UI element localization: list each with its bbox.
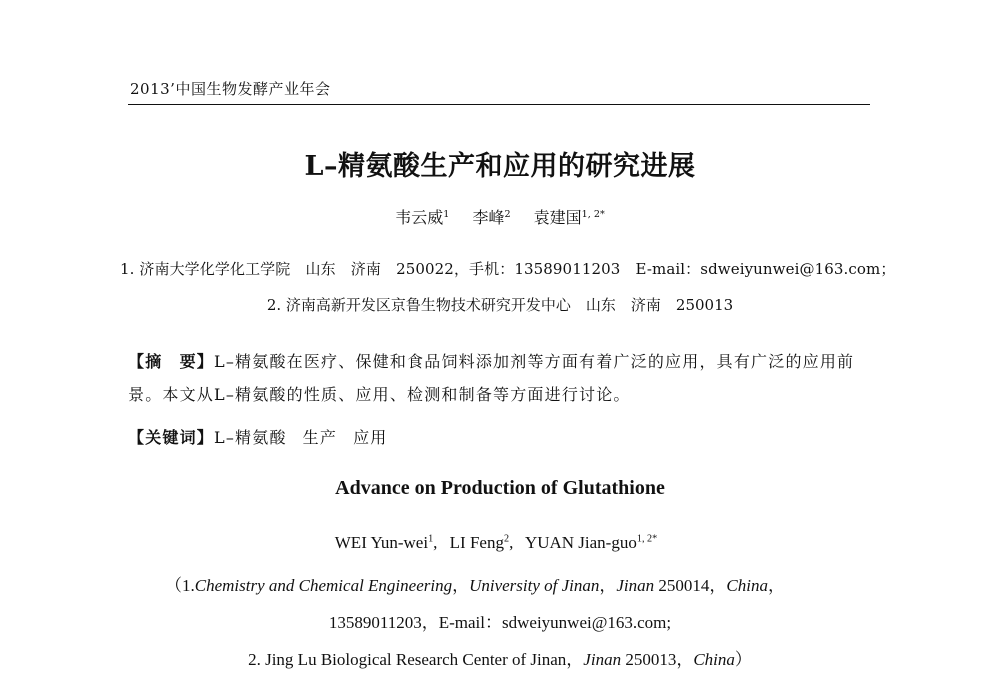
author-en-3: [525, 533, 657, 552]
affiliation-en-2: 2. Jing Lu Biological Research Center of Jinan，Jinan 250013，China）: [248, 650, 752, 669]
aff-country: China: [726, 576, 768, 595]
keyword: 应用: [353, 428, 388, 447]
aff-city: Jinan: [616, 576, 655, 595]
keywords: [128, 425, 403, 448]
keyword: 生产: [302, 428, 338, 447]
aff-center: 2. Jing Lu Biological Research Center of Jinan，: [248, 650, 584, 669]
paper-title-cn: L–精氨酸生产和应用的研究进展: [304, 151, 696, 182]
author-en-1: [335, 533, 438, 552]
abstract-label: 【摘 要】: [128, 352, 215, 371]
author-cn-3: [534, 208, 605, 227]
author-sup: 2: [504, 208, 511, 220]
aff-close: ）: [734, 650, 752, 669]
author-name: 李峰: [472, 208, 505, 227]
aff-zip: 250013: [625, 650, 677, 669]
authors-cn: [0, 205, 1000, 228]
author-name: YUAN Jian-guo: [524, 533, 637, 552]
author-name: 韦云威: [395, 208, 444, 227]
author-sep: ,: [433, 533, 438, 552]
aff-country: China: [693, 650, 735, 669]
keyword: L–精氨酸: [214, 428, 287, 447]
author-cn-1: [395, 208, 449, 227]
keywords-label: 【关键词】: [128, 428, 215, 447]
author-name: LI Feng: [449, 533, 504, 552]
author-sup: 1, 2*: [581, 208, 605, 220]
affiliation-en-contact: 13589011203，E-mail：sdweiyunwei@163.com;: [328, 613, 672, 632]
author-sup: 2: [503, 533, 510, 545]
abstract: [128, 345, 870, 411]
affiliation-en-1: （1.Chemistry and Chemical Engineering，University of Jinan，Jinan 250014，China，: [165, 576, 785, 595]
author-sup: 1: [428, 533, 434, 545]
paper-title-en: Advance on Production of Glutathione: [335, 477, 665, 499]
abstract-text: L–精氨酸在医疗、保健和食品饲料添加剂等方面有着广泛的应用，具有广泛的应用前景。本文从L–精氨酸的性质、应用、检测和制备等方面进行讨论。: [128, 352, 855, 404]
aff-open: （1.: [165, 576, 195, 595]
author-sep: ,: [509, 533, 514, 552]
aff-univ: University of Jinan: [469, 576, 600, 595]
aff-city: Jinan: [583, 650, 622, 669]
affiliation-cn-1: 1. 济南大学化学化工学院 山东 济南 250022，手机：13589011203 E-mail：sdweiyunwei@163.com；: [120, 260, 896, 278]
header-rule: [128, 104, 870, 105]
author-sup: 1, 2*: [636, 533, 658, 545]
author-cn-2: [472, 208, 510, 227]
authors-en: [0, 533, 1000, 553]
author-sup: 1: [443, 208, 450, 220]
affiliation-cn-2: 2. 济南高新开发区京鲁生物技术研究开发中心 山东 济南 250013: [266, 296, 734, 314]
author-name: WEI Yun-wei: [334, 533, 429, 552]
author-name: 袁建国: [533, 208, 582, 227]
aff-zip: 250014: [658, 576, 710, 595]
author-en-2: [450, 533, 514, 552]
aff-dept: Chemistry and Chemical Engineering: [194, 576, 453, 595]
running-header: 2013’中国生物发酵产业年会: [130, 80, 331, 98]
